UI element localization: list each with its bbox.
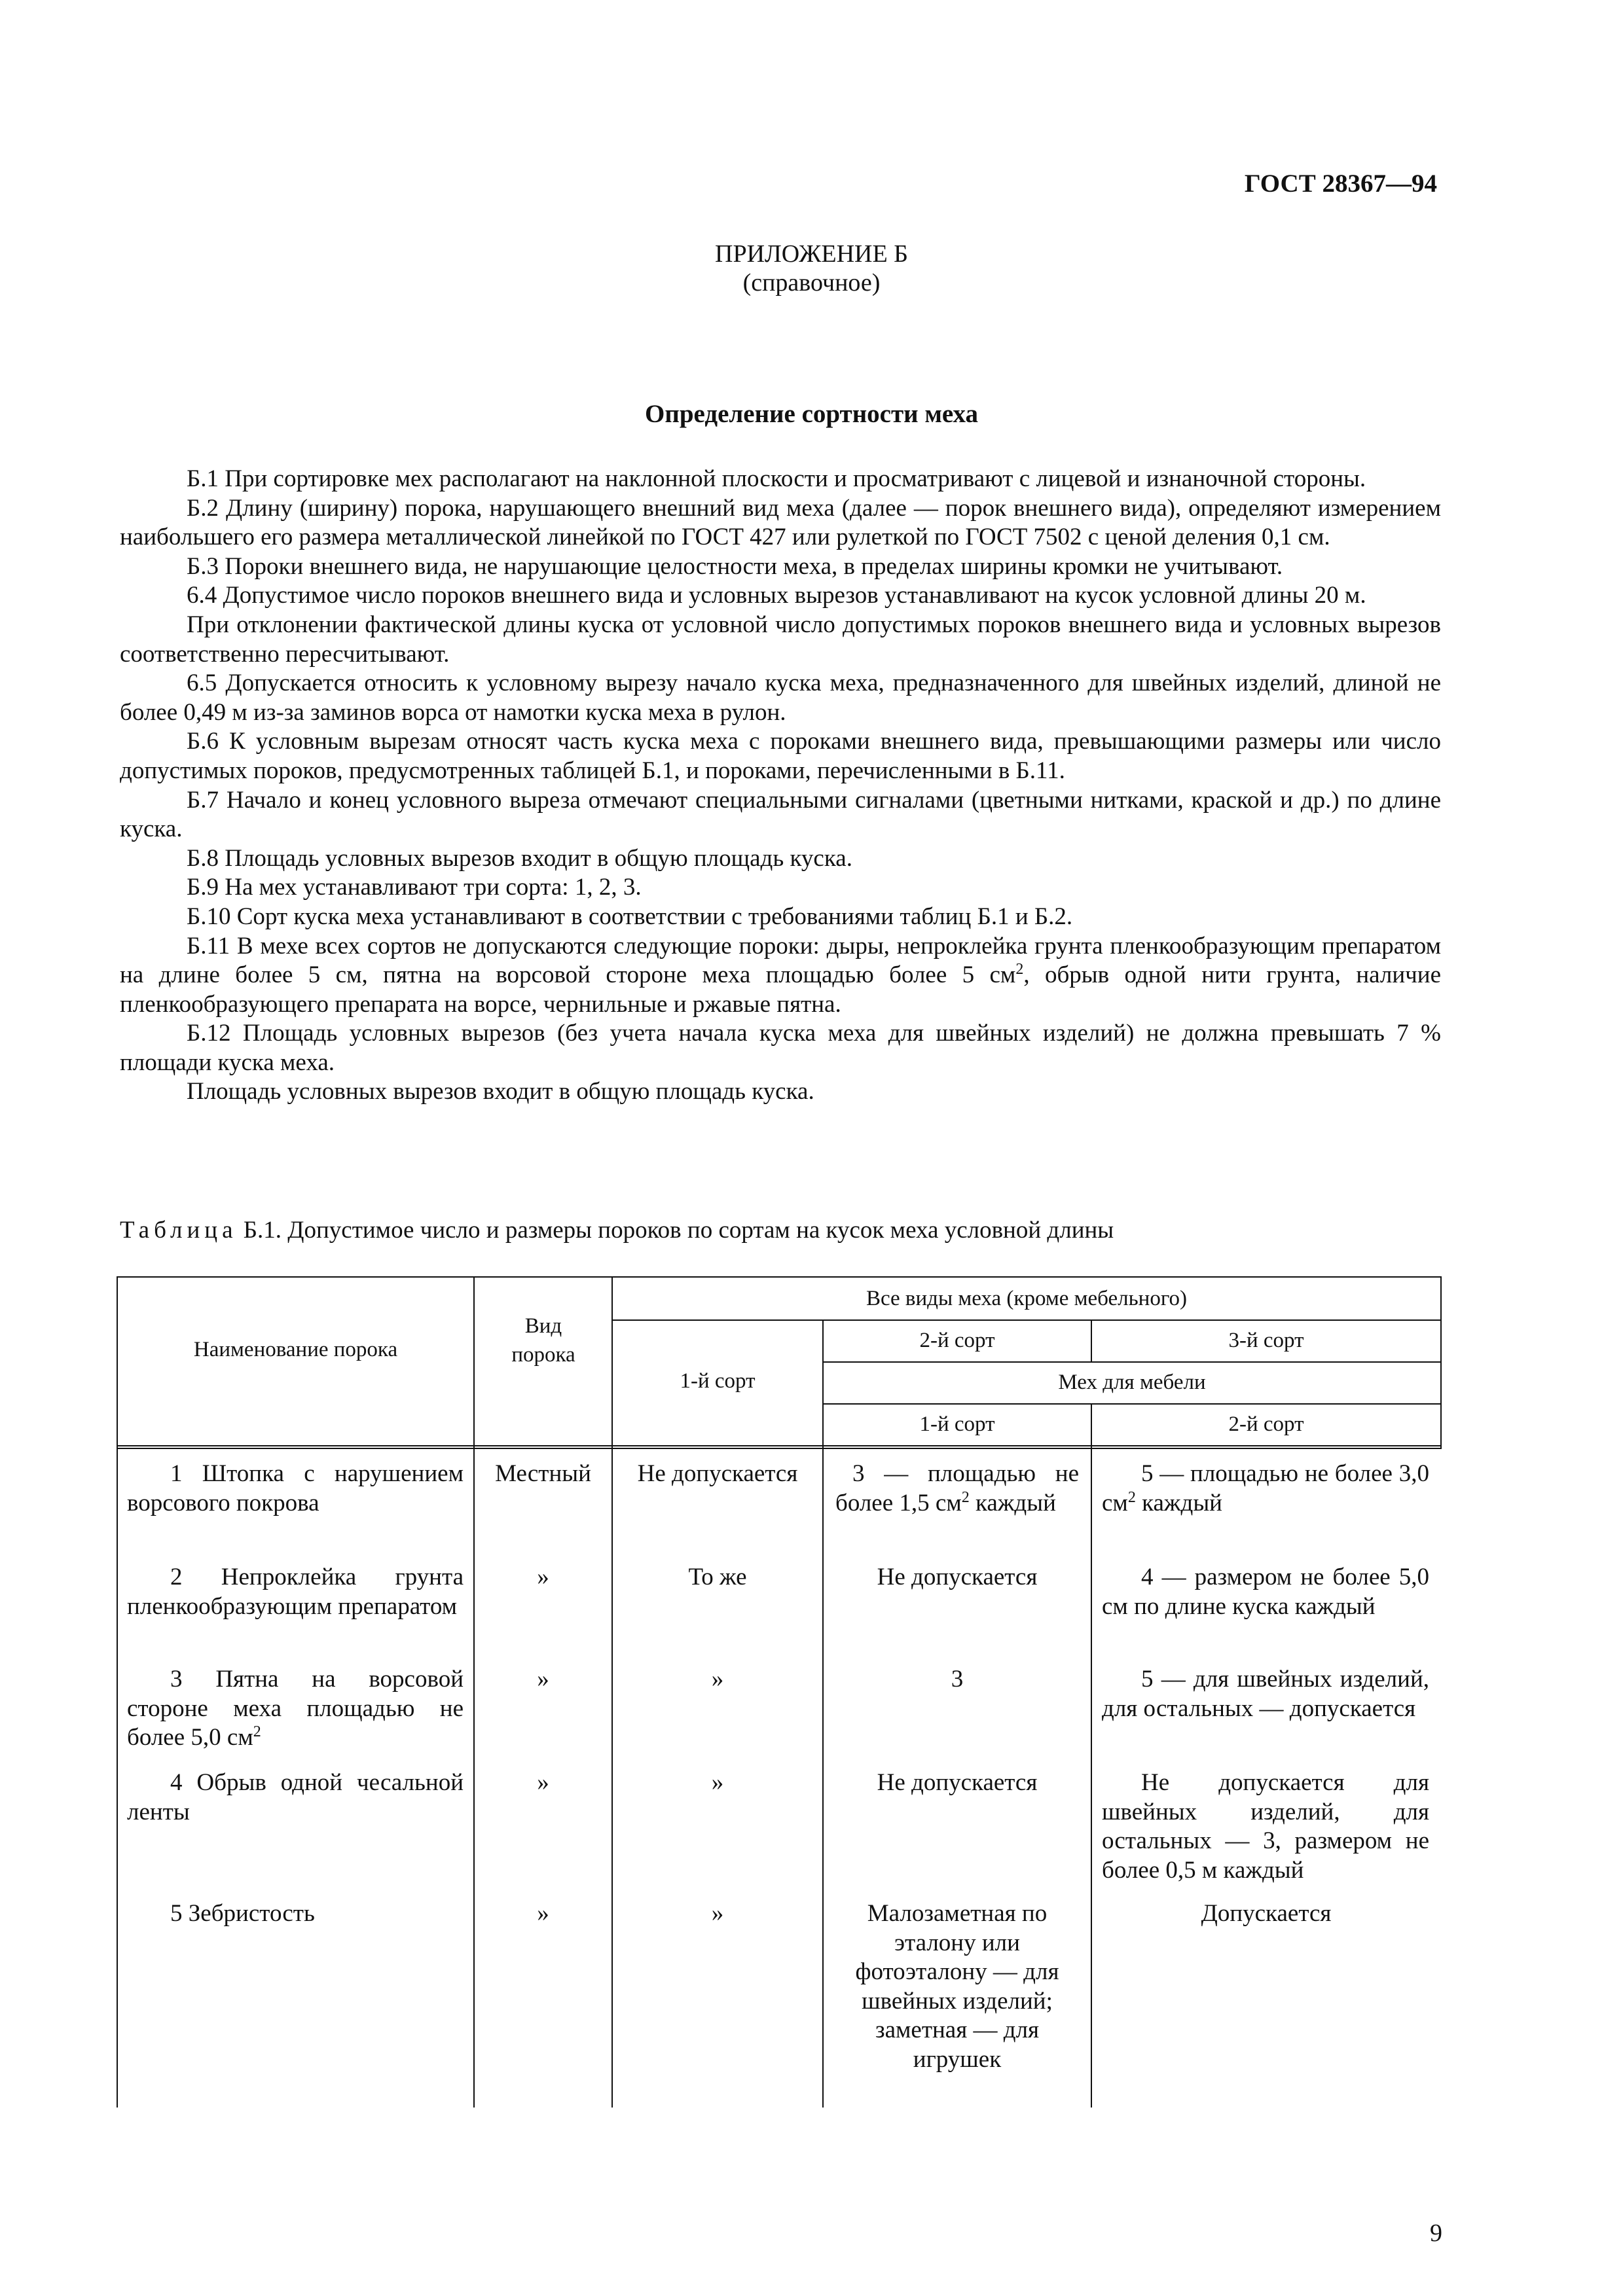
defect-type: Местный: [495, 1460, 591, 1487]
table-rule: [1091, 1403, 1092, 2108]
superscript: 2: [1127, 1488, 1136, 1506]
grade-2-value: 3: [951, 1666, 964, 1693]
section-title: Определение сортности меха: [645, 400, 978, 428]
grade-3-value: Допускается: [1201, 1900, 1332, 1927]
table-rule: [117, 1276, 118, 2108]
table-rule: [822, 1319, 824, 2108]
appendix-subtitle: (справочное): [742, 269, 881, 296]
header-furniture-grade-2: 2-й сорт: [1228, 1412, 1304, 1436]
header-grade-1: 1-й сорт: [680, 1369, 756, 1393]
grade-3-value: Не допускается для швейных изделий, для остальных — 3, размером не более 0,5 м каждый: [1102, 1769, 1429, 1884]
defect-type: »: [537, 1564, 549, 1590]
paragraph: Б.10 Сорт куска меха устанавливают в соответствии с требованиями таблиц Б.1 и Б.2.: [187, 903, 1073, 930]
table-caption-label: Таблица: [120, 1217, 238, 1244]
grade-1-value: То же: [688, 1564, 747, 1590]
defect-name: 4 Обрыв одной чесальной ленты: [127, 1769, 464, 1825]
document-code: ГОСТ 28367—94: [1244, 170, 1437, 198]
grade-2-value: Малозаметная по эталону или фотоэталону — для швейных изделий; заметная — для игрушек: [855, 1900, 1059, 2073]
defect-type: »: [537, 1769, 549, 1796]
table-rule: [822, 1403, 1442, 1405]
grade-1-value: »: [711, 1900, 724, 1927]
defect-name: 5 Зебристость: [170, 1900, 315, 1927]
paragraph: Б.2 Длину (ширину) порока, нарушающего внешний вид меха (далее — порок внешнего вида), определяют измерением наибольшего его размера металлической линейкой по ГОСТ 427 или рулеткой по ГОСТ 7502 с ценой деления 0,1 см.: [120, 494, 1441, 551]
table-rule: [117, 1448, 1442, 1449]
cell-text: 3 Пятна на ворсовой стороне меха площадью не более 5,0 см: [127, 1666, 464, 1751]
grade-1-value: »: [711, 1666, 724, 1693]
cell-text: 3 — площадью не более 1,5 см: [835, 1460, 1079, 1516]
defect-name: [127, 1665, 464, 1753]
header-all-kinds: Все виды меха (кроме мебельного): [866, 1287, 1188, 1310]
grade-3-value: [1102, 1460, 1429, 1518]
cell-text: 5 — площадью не более 3,0 см: [1102, 1460, 1429, 1516]
paragraph: При отклонении фактической длины куска от условной число допустимых пороков внешнего вида и условных вырезов соответственно пересчитывают.: [120, 611, 1441, 668]
grade-1-value: »: [711, 1769, 724, 1796]
header-defect-name: Наименование порока: [193, 1338, 398, 1361]
cell-text: каждый: [969, 1489, 1056, 1516]
table-rule: [117, 1276, 1442, 1278]
paragraph: Площадь условных вырезов входит в общую площадь куска.: [187, 1078, 814, 1105]
body-text: [120, 465, 1441, 1107]
appendix-title: ПРИЛОЖЕНИЕ Б: [715, 240, 908, 268]
paragraph: Б.7 Начало и конец условного выреза отмечают специальными сигналами (цветными нитками, краской и др.) по длине куска.: [120, 786, 1441, 843]
paragraph: Б.9 На мех устанавливают три сорта: 1, 2, 3.: [187, 874, 642, 901]
header-grade-2: 2-й сорт: [919, 1329, 995, 1352]
grade-3-value: 4 — размером не более 5,0 см по длине куска каждый: [1102, 1564, 1429, 1620]
grade-2-value: Не допускается: [877, 1564, 1038, 1590]
table-caption-text: Б.1. Допустимое число и размеры пороков по сортам на кусок меха условной длины: [243, 1217, 1114, 1244]
paragraph-text: Б.11 В мехе всех сортов не допускаются следующие пороки: дыры, непроклейка грунта пленкообразующим препаратом на длине более 5 см, пятна на ворсовой стороне меха площадью более 5 см: [120, 932, 1441, 989]
grade-2-value: Не допускается: [877, 1769, 1038, 1796]
header-defect-type: Вид порока: [511, 1314, 575, 1367]
header-grade-3: 3-й сорт: [1228, 1329, 1304, 1352]
table-rule: [611, 1319, 1442, 1321]
header-furniture-grade-1: 1-й сорт: [919, 1412, 995, 1436]
paragraph: Б.12 Площадь условных вырезов (без учета начала куска меха для швейных изделий) не должна превышать 7 % площади куска меха.: [120, 1020, 1441, 1076]
table-rule: [117, 1445, 1442, 1446]
defect-type: »: [537, 1666, 549, 1693]
defects-table: [117, 1276, 1442, 2108]
page-number: 9: [1430, 2219, 1442, 2247]
table-caption: [120, 1216, 1114, 1244]
header-furniture: Мех для мебели: [1058, 1371, 1206, 1394]
grade-3-value: 5 — для швейных изделий, для остальных — допускается: [1102, 1666, 1429, 1722]
superscript: 2: [253, 1723, 261, 1741]
paragraph: [120, 932, 1441, 1020]
defect-type: »: [537, 1900, 549, 1927]
paragraph: 6.5 Допускается относить к условному вырезу начало куска меха, предназначенного для швейных изделий, длиной не более 0,49 м из-за заминов ворса от намотки куска меха в рулон.: [120, 670, 1441, 726]
paragraph: Б.1 При сортировке мех располагают на наклонной плоскости и просматривают с лицевой и изнаночной стороны.: [187, 465, 1366, 492]
superscript: 2: [1015, 961, 1024, 978]
defect-name: 1 Штопка с нарушением ворсового покрова: [127, 1460, 464, 1516]
superscript: 2: [961, 1488, 970, 1506]
defect-name: 2 Непроклейка грунта пленкообразующим препаратом: [127, 1564, 464, 1620]
grade-1-value: Не допускается: [637, 1460, 798, 1487]
table-rule: [822, 1361, 1442, 1363]
paragraph: Б.6 К условным вырезам относят часть куска меха с пороками внешнего вида, превышающими размеры или число допустимых пороков, предусмотренных таблицей Б.1, и пороками, перечисленными в Б.11.: [120, 728, 1441, 784]
grade-2-value: [835, 1460, 1079, 1518]
paragraph: 6.4 Допустимое число пороков внешнего вида и условных вырезов устанавливают на кусок условной длины 20 м.: [187, 582, 1366, 609]
paragraph: Б.3 Пороки внешнего вида, не нарушающие целостности меха, в пределах ширины кромки не учитывают.: [187, 552, 1283, 580]
paragraph: Б.8 Площадь условных вырезов входит в общую площадь куска.: [187, 844, 852, 872]
paragraph-text: , обрыв одной нити грунта, наличие пленкообразующего препарата на ворсе, чернильные и ржавые пятна.: [120, 961, 1441, 1018]
cell-text: каждый: [1135, 1489, 1222, 1516]
